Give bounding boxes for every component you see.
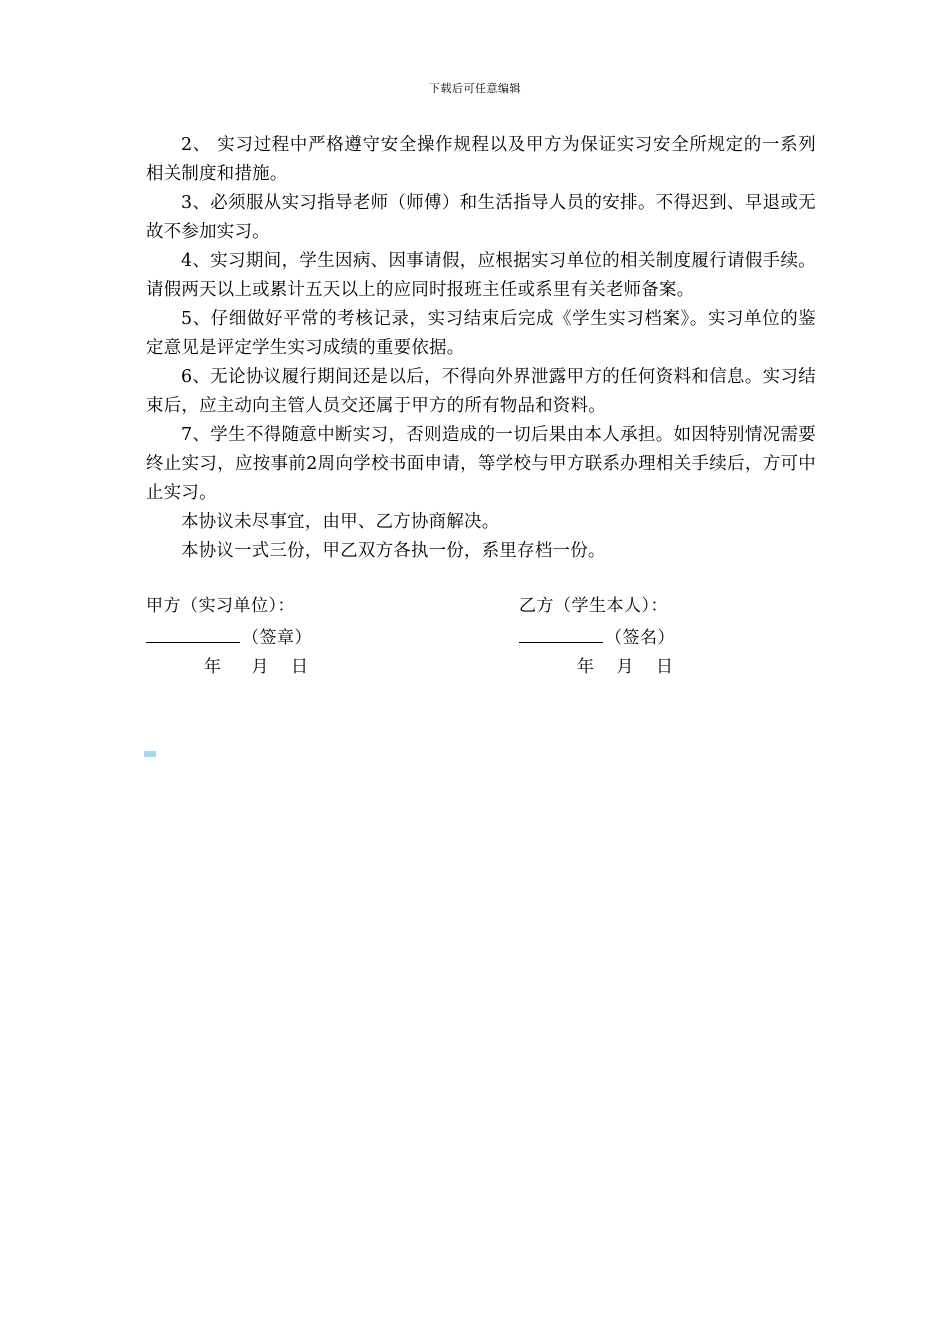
party-a-stamp-label: （签章） bbox=[242, 628, 312, 648]
party-b-sign-label: （签名） bbox=[605, 628, 675, 648]
header-note: 下载后可任意编辑 bbox=[429, 82, 521, 95]
party-a-date bbox=[146, 653, 312, 682]
party-b-date-month: 月 bbox=[616, 657, 634, 677]
clause-copies: 本协议一式三份，甲乙双方各执一份，系里存档一份。 bbox=[181, 541, 606, 561]
clause-2: 2、 实习过程中严格遵守安全操作规程以及甲方为保证实习安全所规定的一系列相关制度和措施。 bbox=[146, 135, 816, 184]
clause-5: 5、仔细做好平常的考核记录，实习结束后完成《学生实习档案》。实习单位的鉴定意见是评定学生实习成绩的重要依据。 bbox=[146, 309, 816, 358]
clause-unresolved-matters: 本协议未尽事宜，由甲、乙方协商解决。 bbox=[181, 512, 500, 532]
party-a-date-month: 月 bbox=[251, 657, 269, 677]
clause-3: 3、必须服从实习指导老师（师傅）和生活指导人员的安排。不得迟到、早退或无故不参加实习。 bbox=[146, 193, 816, 242]
clause-4: 4、实习期间，学生因病、因事请假，应根据实习单位的相关制度履行请假手续。请假两天以上或累计五天以上的应同时报班主任或系里有关老师备案。 bbox=[146, 251, 816, 300]
party-b-date bbox=[519, 653, 675, 682]
clause-7: 7、学生不得随意中断实习，否则造成的一切后果由本人承担。如因特别情况需要终止实习，应按事前2周向学校书面申请，等学校与甲方联系办理相关手续后，方可中止实习。 bbox=[146, 425, 816, 503]
party-b-blank-line bbox=[519, 621, 603, 643]
party-a-stamp-line bbox=[146, 621, 312, 653]
party-b-date-day: 日 bbox=[656, 657, 674, 677]
party-b-date-year: 年 bbox=[577, 657, 595, 677]
party-b-label: 乙方（学生本人）： bbox=[519, 596, 668, 616]
party-b-signature-block bbox=[519, 592, 675, 682]
clause-6: 6、无论协议履行期间还是以后，不得向外界泄露甲方的任何资料和信息。实习结束后，应主动向主管人员交还属于甲方的所有物品和资料。 bbox=[146, 367, 816, 416]
party-a-date-day: 日 bbox=[291, 657, 309, 677]
party-a-blank-line bbox=[146, 621, 240, 643]
party-a-label: 甲方（实习单位）： bbox=[146, 596, 295, 616]
agreement-body bbox=[146, 131, 816, 566]
selection-marker bbox=[144, 751, 156, 757]
party-a-signature-block bbox=[146, 592, 312, 682]
party-a-date-year: 年 bbox=[204, 657, 222, 677]
party-b-sign-line bbox=[519, 621, 675, 653]
